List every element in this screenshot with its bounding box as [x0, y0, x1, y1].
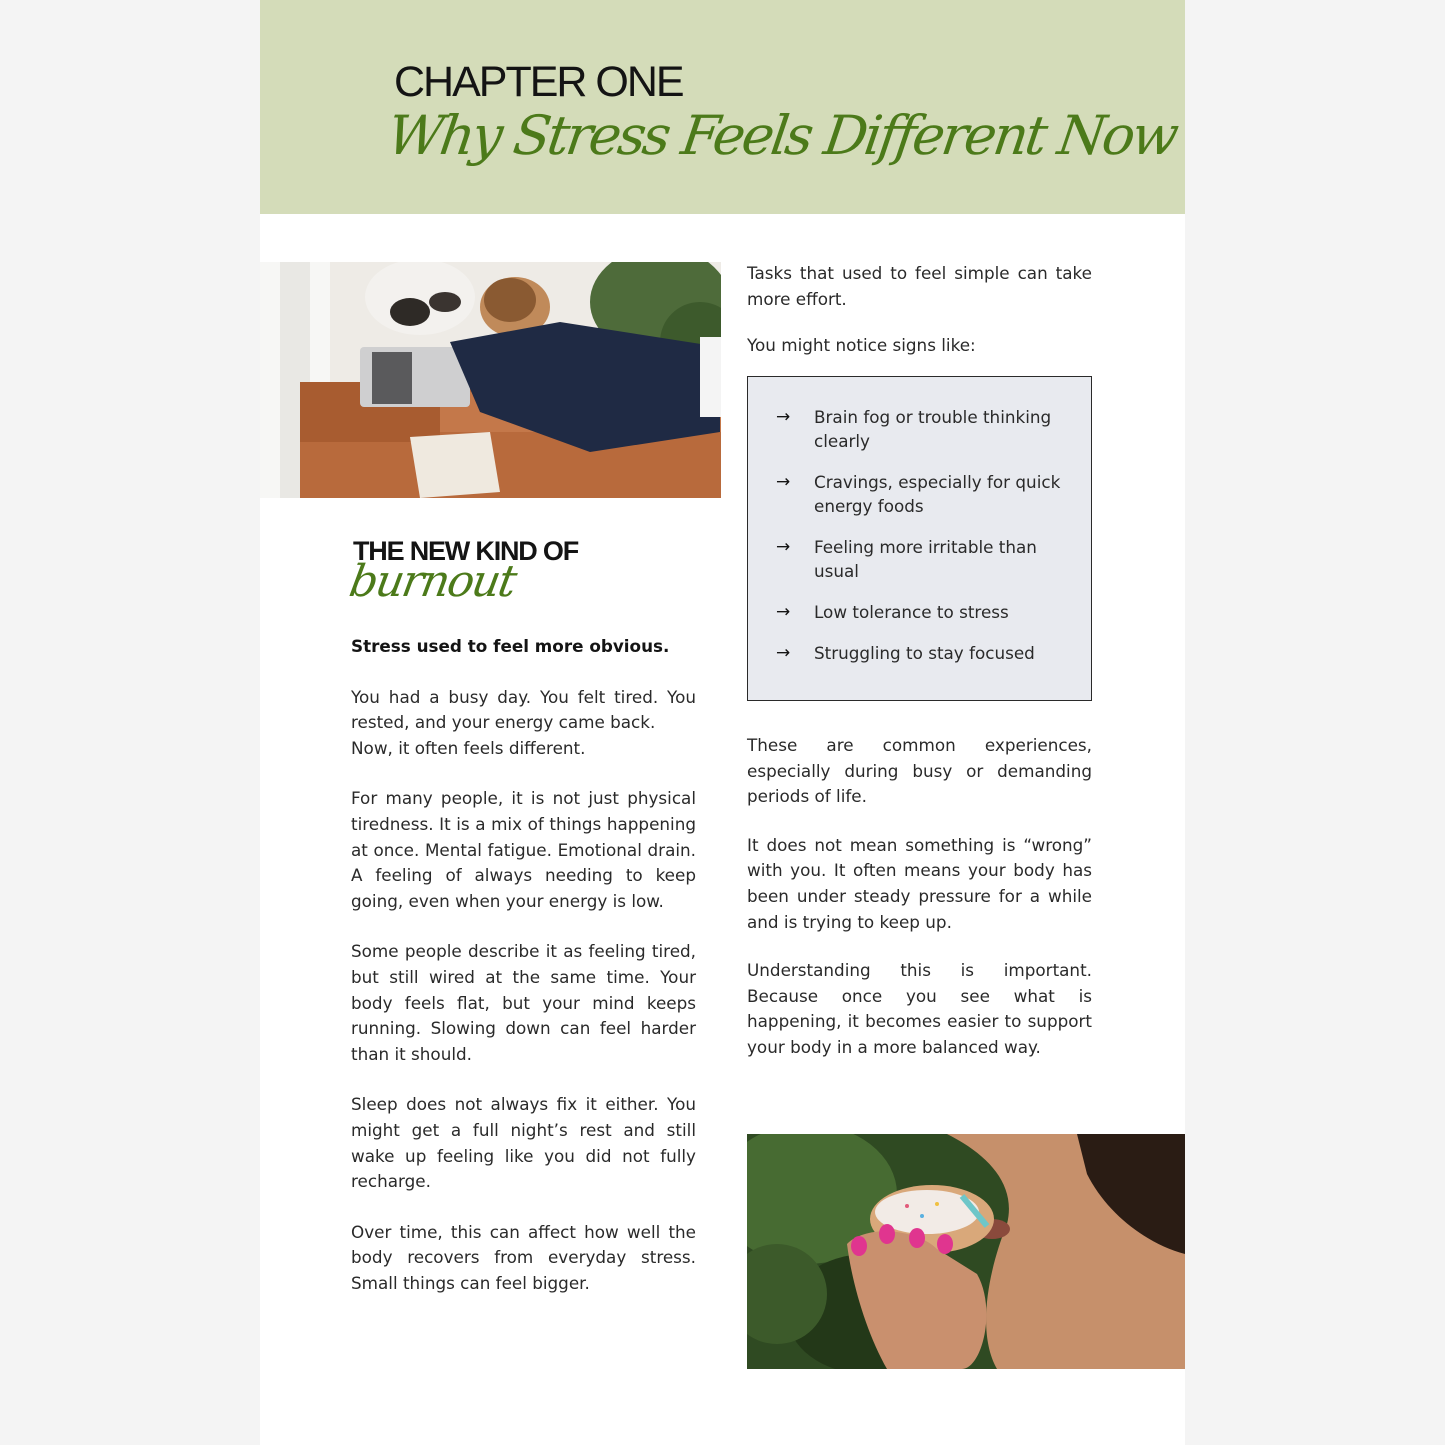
right-intro	[747, 261, 1092, 312]
sign-item	[776, 535, 1071, 583]
chapter-banner	[260, 0, 1185, 214]
left-column	[351, 634, 696, 1296]
paragraph: Some people describe it as feeling tired, but still wired at the same time. Your body feels flat, but your mind keeps running. Slowing down can feel harder than it should.	[351, 941, 696, 1064]
paragraph: Sleep does not always fix it either. You might get a full night’s rest and still wake up feeling like you did not fully recharge.	[351, 1094, 696, 1192]
right-column-body	[747, 733, 1092, 1061]
sign-item	[776, 641, 1071, 665]
paragraph	[351, 685, 696, 762]
paragraph: For many people, it is not just physical tiredness. It is a mix of things happening at once. Mental fatigue. Emotional drain. A feeling of always needing to keep going, even when your energy is low.	[351, 788, 696, 911]
lead-sentence: Stress used to feel more obvious.	[351, 636, 670, 656]
arrow-right-icon: →	[776, 643, 791, 663]
sign-text: Low tolerance to stress	[814, 602, 1009, 622]
sign-item	[776, 470, 1071, 518]
section-script-title: burnout	[345, 556, 519, 607]
sign-text: Brain fog or trouble thinking clearly	[814, 407, 1052, 451]
ebook-page	[260, 0, 1185, 1445]
paragraph: Over time, this can affect how well the body recovers from everyday stress. Small things can feel bigger.	[351, 1221, 696, 1293]
paragraph: You might notice signs like:	[747, 335, 976, 355]
tired-woman-on-sofa-photo	[260, 262, 721, 498]
sign-item	[776, 405, 1071, 453]
sign-item	[776, 600, 1071, 624]
chapter-title: Why Stress Feels Different Now	[383, 104, 1180, 167]
section-heading: THE NEW KIND OF	[353, 536, 578, 566]
paragraph: Tasks that used to feel simple can take more effort.	[747, 263, 1092, 309]
arrow-right-icon: →	[776, 537, 791, 557]
chapter-label: CHAPTER ONE	[394, 58, 683, 106]
paragraph: Understanding this is important. Because once you see what is happening, it becomes easier to support your body in a more balanced way.	[747, 960, 1092, 1057]
arrow-right-icon: →	[776, 472, 791, 492]
paragraph-line: You had a busy day. You felt tired. You rested, and your energy came back.	[351, 686, 696, 733]
signs-list-box	[747, 376, 1092, 701]
paragraph: These are common experiences, especially during busy or demanding periods of life.	[747, 735, 1092, 807]
sign-text: Cravings, especially for quick energy foods	[814, 472, 1061, 516]
paragraph: It does not mean something is “wrong” with you. It often means your body has been under steady pressure for a while and is trying to keep up.	[747, 834, 1092, 932]
paragraph-line: Now, it often feels different.	[351, 737, 586, 758]
woman-eating-donut-photo	[747, 1134, 1185, 1369]
arrow-right-icon: →	[776, 602, 791, 622]
sign-text: Feeling more irritable than usual	[814, 537, 1037, 581]
arrow-right-icon: →	[776, 407, 791, 427]
sign-text: Struggling to stay focused	[814, 643, 1035, 663]
right-notice	[747, 333, 1092, 359]
